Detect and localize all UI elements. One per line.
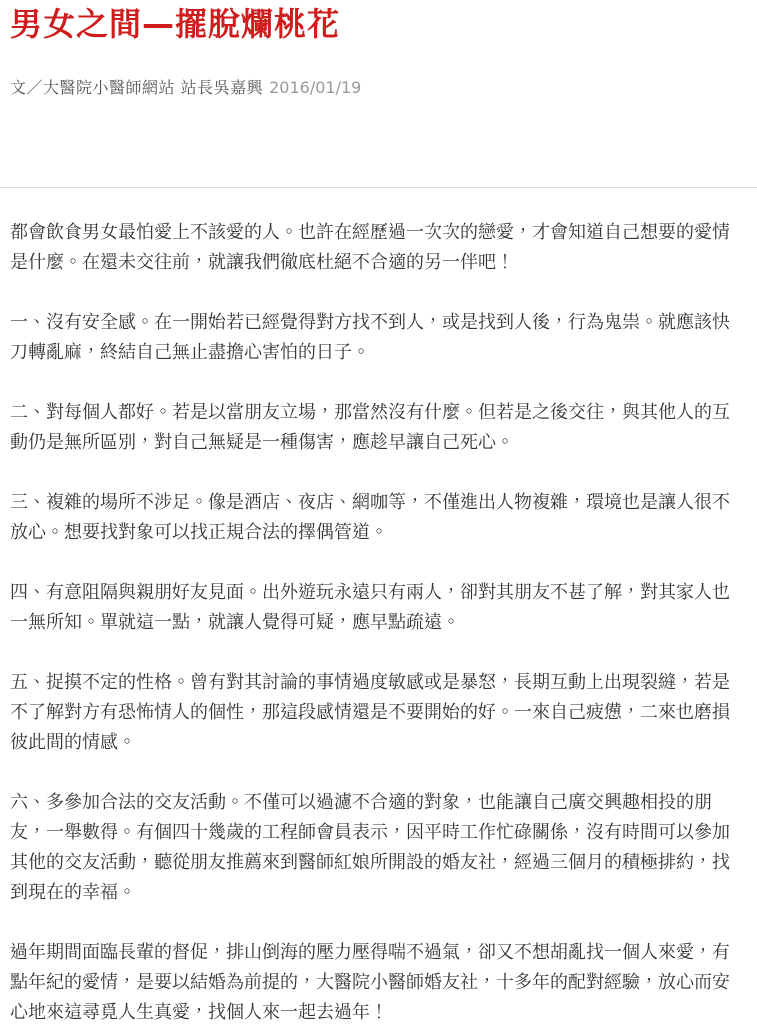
article-paragraph: 五、捉摸不定的性格。曾有對其討論的事情過度敏感或是暴怒，長期互動上出現裂縫，若是不了解對方有恐怖情人的個性，那這段感情還是不要開始的好。一來自己疲憊，二來也磨損彼此間的情感。 — [10, 672, 730, 753]
page-title: 男女之間—擺脫爛桃花 — [10, 5, 341, 43]
byline — [10, 78, 746, 98]
article-header — [0, 6, 757, 98]
article-paragraph: 三、複雜的場所不涉足。像是酒店、夜店、網咖等，不僅進出人物複雜，環境也是讓人很不放心。想要找對象可以找正規合法的擇偶管道。 — [10, 492, 730, 543]
byline-date: 2016/01/19 — [269, 78, 362, 97]
article-paragraph: 過年期間面臨長輩的督促，排山倒海的壓力壓得喘不過氣，卻又不想胡亂找一個人來愛，有點年紀的愛情，是要以結婚為前提的，大醫院小醫師婚友社，十多年的配對經驗，放心而安心地來這尋覓人生真愛，找個人來一起去過年！ — [10, 942, 730, 1023]
article-paragraph: 一、沒有安全感。在一開始若已經覺得對方找不到人，或是找到人後，行為鬼祟。就應該快刀轉亂麻，終結自己無止盡擔心害怕的日子。 — [10, 312, 730, 363]
header-divider — [0, 187, 757, 188]
article-paragraph: 二、對每個人都好。若是以當朋友立場，那當然沒有什麼。但若是之後交往，與其他人的互動仍是無所區別，對自己無疑是一種傷害，應趁早讓自己死心。 — [10, 402, 730, 453]
article-paragraph: 四、有意阻隔與親朋好友見面。出外遊玩永遠只有兩人，卻對其朋友不甚了解，對其家人也一無所知。單就這一點，就讓人覺得可疑，應早點疏遠。 — [10, 582, 730, 633]
article-paragraph: 六、多參加合法的交友活動。不僅可以過濾不合適的對象，也能讓自己廣交興趣相投的朋友，一舉數得。有個四十幾歲的工程師會員表示，因平時工作忙碌關係，沒有時間可以參加其他的交友活動，聽從朋友推薦來到醫師紅娘所開設的婚友社，經過三個月的積極排約，找到現在的幸福。 — [10, 792, 730, 903]
byline-author: 文／大醫院小醫師網站 站長吳嘉興 — [10, 78, 264, 97]
article-paragraph: 都會飲食男女最怕愛上不該愛的人。也許在經歷過一次次的戀愛，才會知道自己想要的愛情是什麼。在還未交往前，就讓我們徹底杜絕不合適的另一伴吧！ — [10, 222, 730, 273]
article-body — [0, 218, 757, 1028]
